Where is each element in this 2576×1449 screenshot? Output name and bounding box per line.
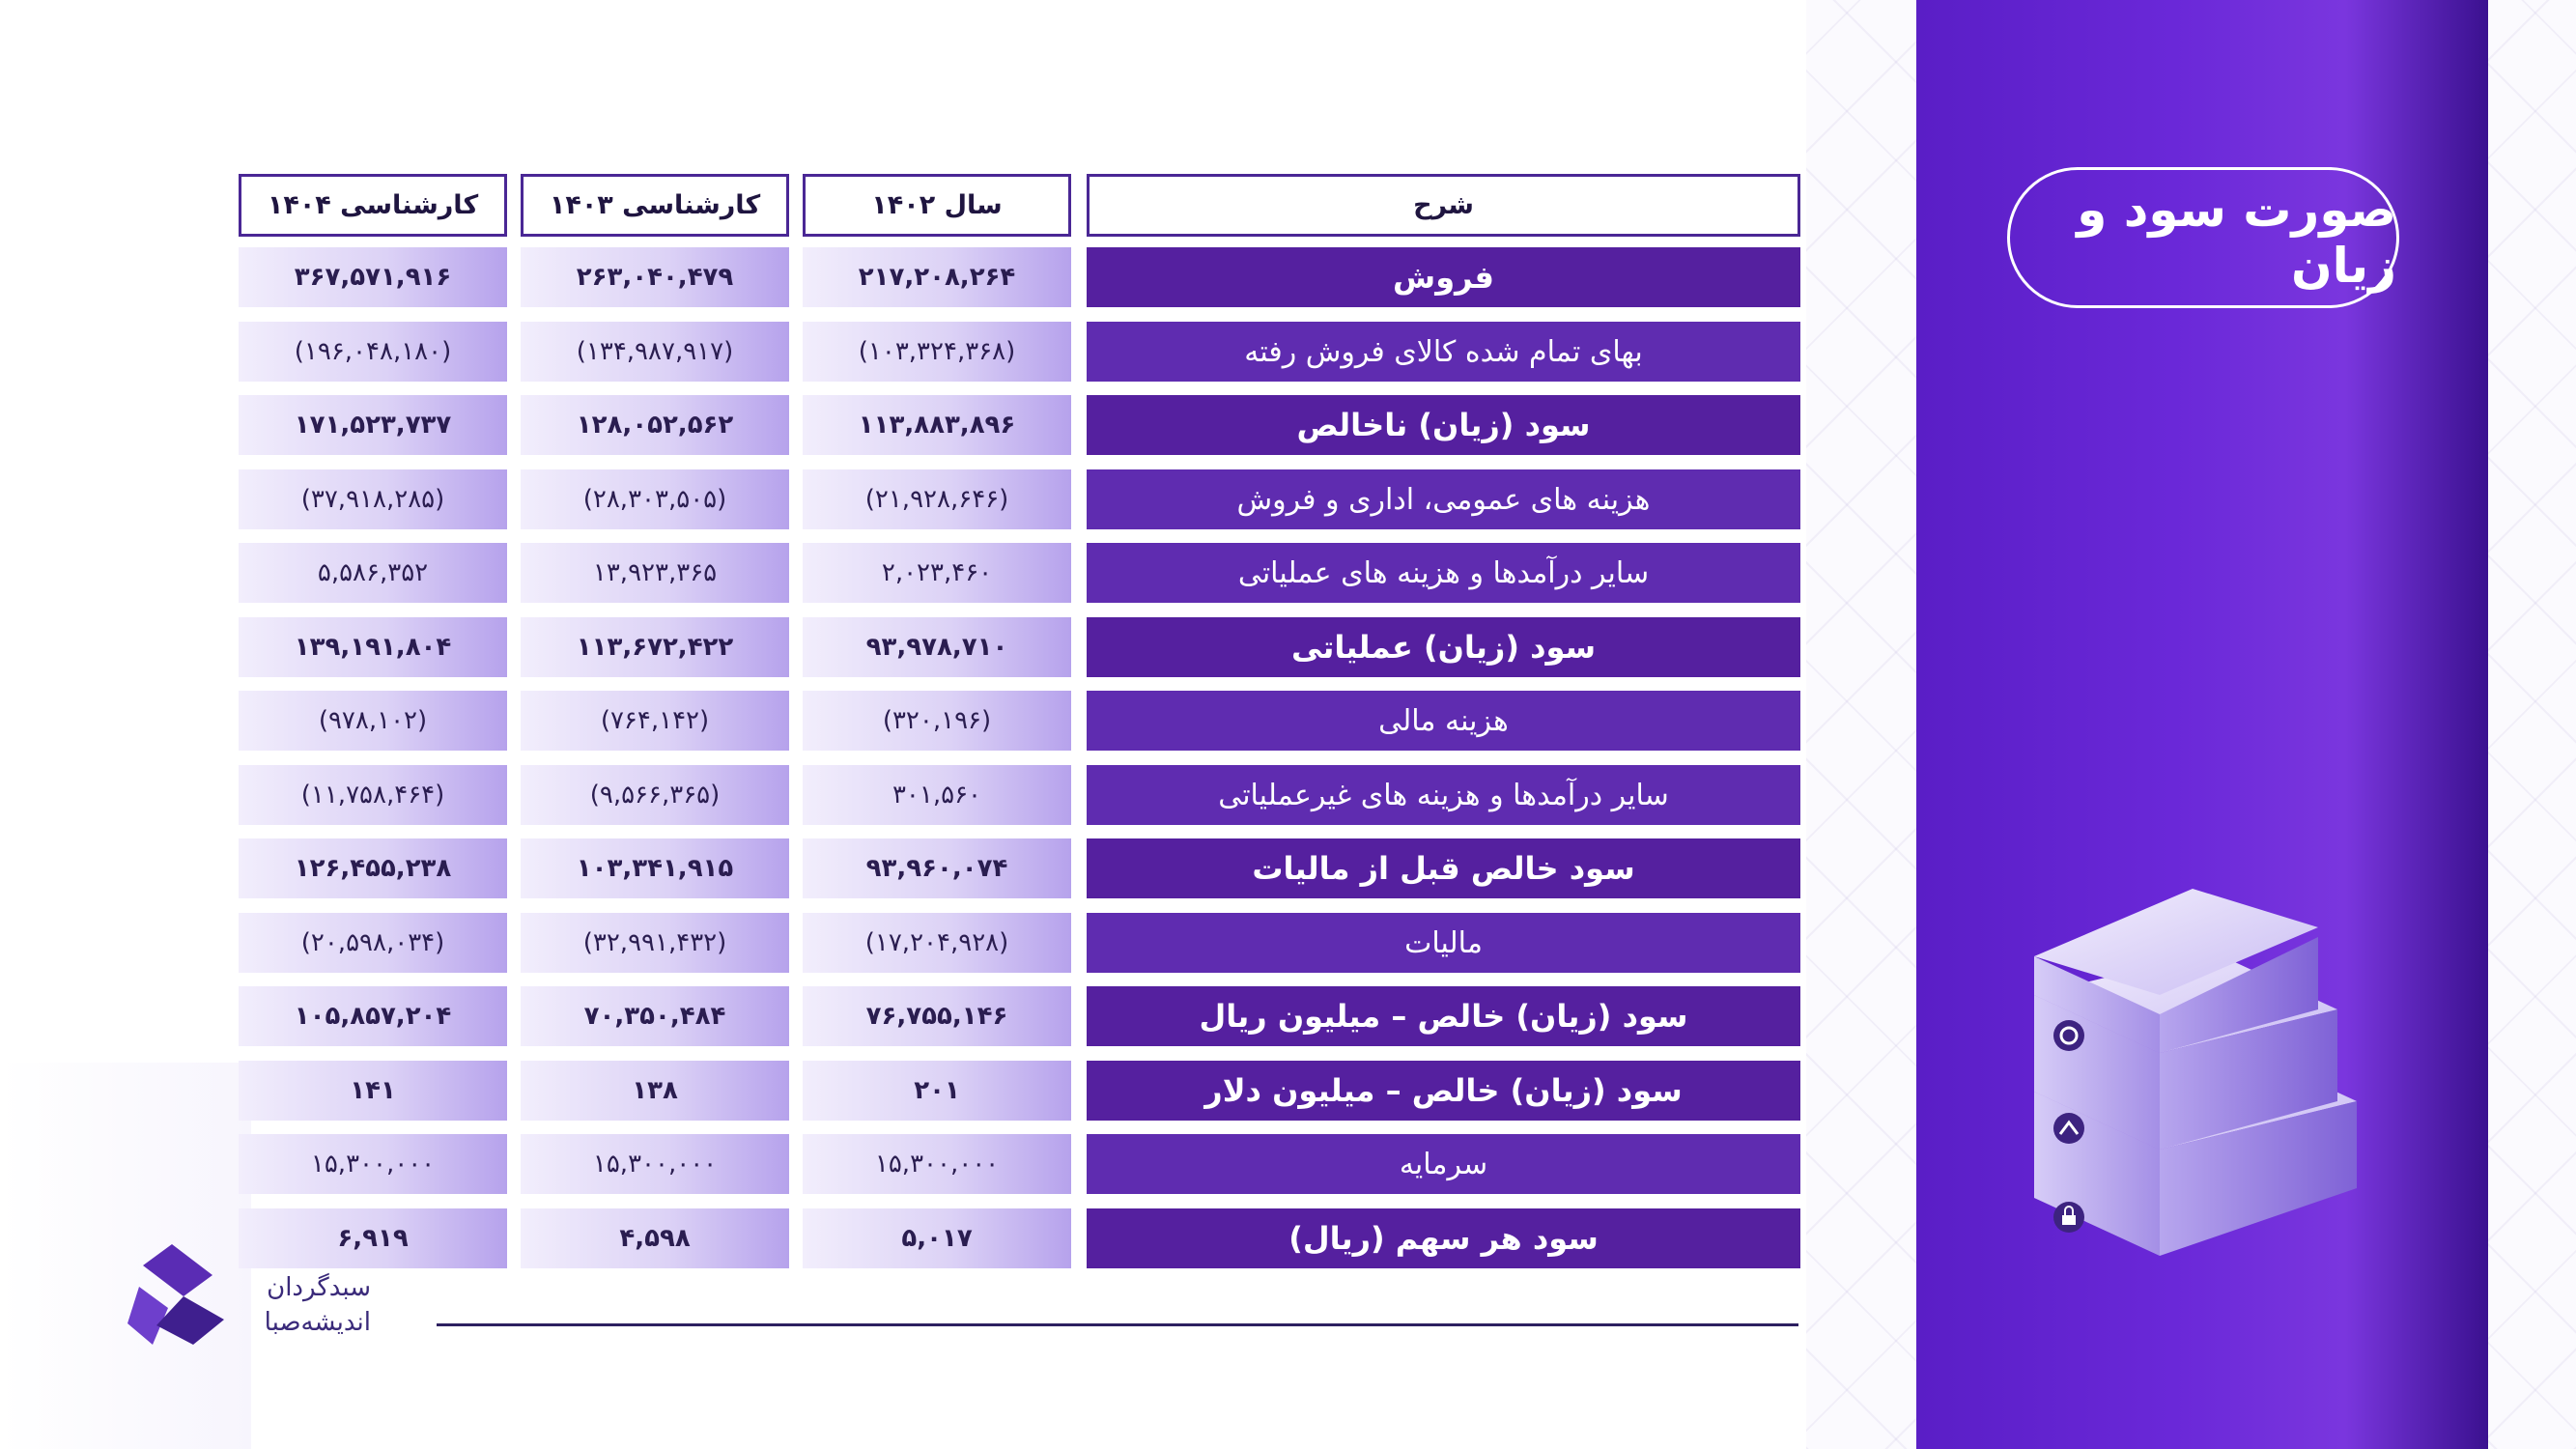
row-label: فروش (1087, 247, 1800, 307)
value-1402: ۱۱۳,۸۸۳,۸۹۶ (803, 395, 1071, 455)
value-1403: ۱۵,۳۰۰,۰۰۰ (521, 1134, 789, 1194)
value-1403: (۳۲,۹۹۱,۴۳۲) (521, 913, 789, 973)
value-1402: ۱۵,۳۰۰,۰۰۰ (803, 1134, 1071, 1194)
value-1404: ۱۳۹,۱۹۱,۸۰۴ (239, 617, 507, 677)
value-1403: (۹,۵۶۶,۳۶۵) (521, 765, 789, 825)
brand-name-line1: سبدگردان (267, 1273, 371, 1302)
page-title: صورت سود و زیان (2007, 167, 2399, 308)
value-1402: ۲,۰۲۳,۴۶۰ (803, 543, 1071, 603)
value-1402: (۱۷,۲۰۴,۹۲۸) (803, 913, 1071, 973)
row-label: هزینه های عمومی، اداری و فروش (1087, 469, 1800, 529)
company-logo-icon (124, 1236, 230, 1352)
row-label: سود (زیان) خالص – میلیون ریال (1087, 986, 1800, 1046)
value-1404: ۱۲۶,۴۵۵,۲۳۸ (239, 838, 507, 898)
value-1403: ۱۰۳,۳۴۱,۹۱۵ (521, 838, 789, 898)
value-1404: (۱۹۶,۰۴۸,۱۸۰) (239, 322, 507, 382)
brand-name-line2: اندیشه‌صبا (264, 1308, 371, 1337)
value-1402: (۱۰۳,۳۲۴,۳۶۸) (803, 322, 1071, 382)
value-1402: ۵,۰۱۷ (803, 1208, 1071, 1268)
row-label: سود (زیان) خالص – میلیون دلار (1087, 1061, 1800, 1121)
row-label: سود هر سهم (ریال) (1087, 1208, 1800, 1268)
value-1404: ۱۰۵,۸۵۷,۲۰۴ (239, 986, 507, 1046)
value-1402: (۳۲۰,۱۹۶) (803, 691, 1071, 751)
value-1403: ۴,۵۹۸ (521, 1208, 789, 1268)
value-1402: ۳۰۱,۵۶۰ (803, 765, 1071, 825)
value-1403: ۱۱۳,۶۷۲,۴۲۲ (521, 617, 789, 677)
value-1403: (۲۸,۳۰۳,۵۰۵) (521, 469, 789, 529)
value-1402: ۷۶,۷۵۵,۱۴۶ (803, 986, 1071, 1046)
value-1403: ۷۰,۳۵۰,۴۸۴ (521, 986, 789, 1046)
row-label: سرمایه (1087, 1134, 1800, 1194)
row-label: هزینه مالی (1087, 691, 1800, 751)
column-header-1402: سال ۱۴۰۲ (803, 174, 1071, 237)
value-1402: ۹۳,۹۶۰,۰۷۴ (803, 838, 1071, 898)
value-1404: (۹۷۸,۱۰۲) (239, 691, 507, 751)
value-1404: ۶,۹۱۹ (239, 1208, 507, 1268)
value-1402: ۲۰۱ (803, 1061, 1071, 1121)
value-1403: ۲۶۳,۰۴۰,۴۷۹ (521, 247, 789, 307)
row-label: سود (زیان) عملیاتی (1087, 617, 1800, 677)
value-1404: ۵,۵۸۶,۳۵۲ (239, 543, 507, 603)
column-header-1404: کارشناسی ۱۴۰۴ (239, 174, 507, 237)
row-label: مالیات (1087, 913, 1800, 973)
value-1403: ۱۲۸,۰۵۲,۵۶۲ (521, 395, 789, 455)
value-1402: ۲۱۷,۲۰۸,۲۶۴ (803, 247, 1071, 307)
column-header-description: شرح (1087, 174, 1800, 237)
value-1402: ۹۳,۹۷۸,۷۱۰ (803, 617, 1071, 677)
row-label: سایر درآمدها و هزینه های عملیاتی (1087, 543, 1800, 603)
row-label: سایر درآمدها و هزینه های غیرعملیاتی (1087, 765, 1800, 825)
row-label: سود (زیان) ناخالص (1087, 395, 1800, 455)
value-1404: (۳۷,۹۱۸,۲۸۵) (239, 469, 507, 529)
footer-divider (437, 1323, 1798, 1326)
value-1404: (۱۱,۷۵۸,۴۶۴) (239, 765, 507, 825)
row-label: سود خالص قبل از مالیات (1087, 838, 1800, 898)
value-1404: ۱۵,۳۰۰,۰۰۰ (239, 1134, 507, 1194)
value-1404: ۱۷۱,۵۲۳,۷۳۷ (239, 395, 507, 455)
value-1404: ۱۴۱ (239, 1061, 507, 1121)
column-header-1403: کارشناسی ۱۴۰۳ (521, 174, 789, 237)
value-1403: (۱۳۴,۹۸۷,۹۱۷) (521, 322, 789, 382)
value-1403: ۱۳,۹۲۳,۳۶۵ (521, 543, 789, 603)
row-label: بهای تمام شده کالای فروش رفته (1087, 322, 1800, 382)
value-1404: ۳۶۷,۵۷۱,۹۱۶ (239, 247, 507, 307)
value-1402: (۲۱,۹۲۸,۶۴۶) (803, 469, 1071, 529)
stairs-illustration-icon (2028, 869, 2376, 1275)
value-1403: ۱۳۸ (521, 1061, 789, 1121)
value-1404: (۲۰,۵۹۸,۰۳۴) (239, 913, 507, 973)
value-1403: (۷۶۴,۱۴۲) (521, 691, 789, 751)
